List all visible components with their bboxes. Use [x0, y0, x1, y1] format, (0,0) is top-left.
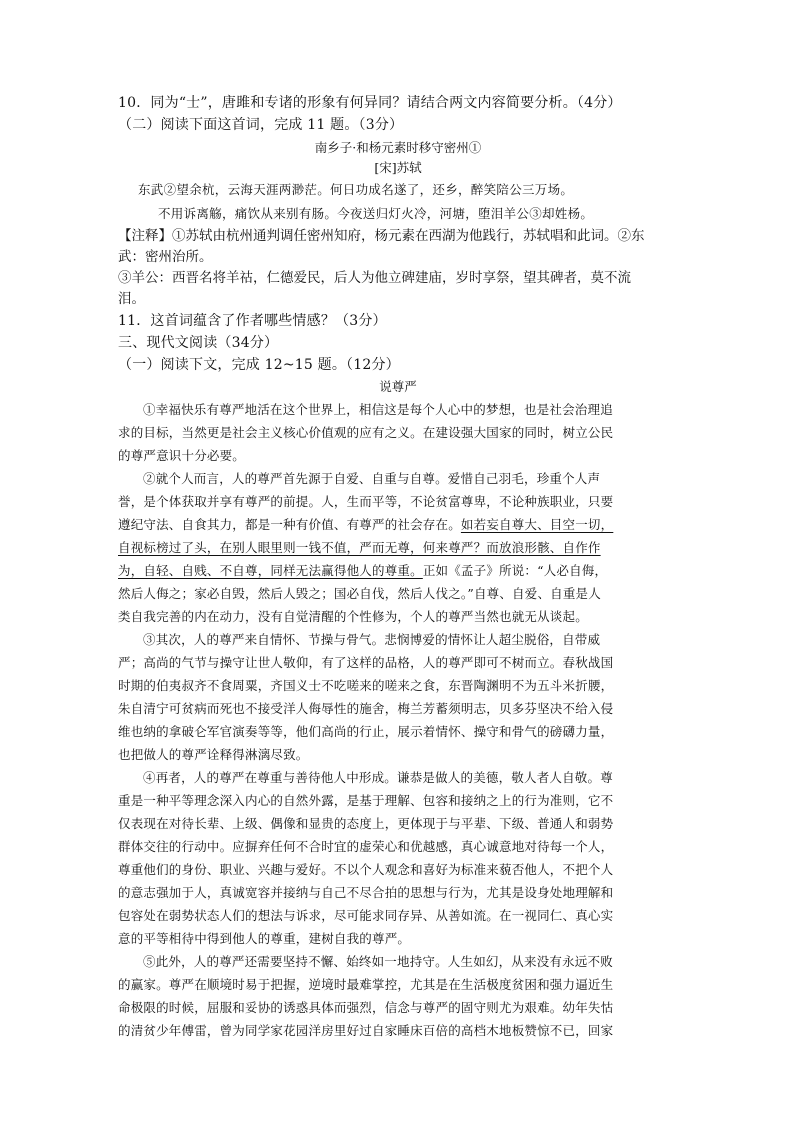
essay-line — [118, 559, 678, 582]
question-10: 10．同为“士”，唐雎和专诸的形象有何异同？请结合两文内容简要分析。（4分） — [118, 95, 622, 111]
essay-paragraph-1 — [118, 398, 678, 467]
essay-line: 尊重他们的身份、职业、兴趣与爱好。不以个人观念和喜好为标准来藐否他人，不把个人 — [118, 862, 614, 877]
underlined-line: 自视标榜过了头，在别人眼里则一钱不值，严而无尊，何来尊严？而放浪形骸、自作作 — [118, 540, 601, 555]
essay-line: 的清贫少年傅雷，曾为同学家花园洋房里好过自家睡床百倍的高档木地板赞惊不已，回家 — [118, 1023, 614, 1038]
note-1a: 【注释】①苏轼由杭州通判调任密州知府，杨元素在西湖为他践行，苏轼唱和此词。②东 — [118, 228, 645, 244]
essay-text: 正如《孟子》所说：“人必自侮， — [422, 563, 608, 578]
essay-line: 包容处在弱势状态人们的想法与诉求，尽可能求同存异、从善如流。在一视同仁、真心实 — [118, 908, 614, 923]
essay-line: ④再者，人的尊严在尊重与善待他人中形成。谦恭是做人的美德，敬人者人自敬。尊 — [143, 770, 613, 785]
essay-line: 求的目标，当然更是社会主义核心价值观的应有之义。在建设强大国家的同时，树立公民 — [118, 425, 614, 440]
essay-line: 命极限的时候，屈服和妥协的诱惑具体而强烈，信念与尊严的固守则尤为艰难。幼年失怙 — [118, 1000, 614, 1015]
essay-line: 仅表现在对待长辈、上级、偶像和显贵的态度上，更体现于与平辈、下级、普通人和弱势 — [118, 816, 614, 831]
underlined-text: 为，自轻、自贱、不自尊，同样无法赢得他人的尊重。 — [118, 563, 423, 578]
essay-line: 然后人侮之；家必自毁，然后人毁之；国必自伐，然后人伐之。”自尊、自爱、自重是人 — [118, 586, 601, 601]
poem-line-2: 不用诉离觞，痛饮从来别有肠。今夜送归灯火冷，河塘，堕泪羊公③却姓杨。 — [158, 206, 594, 221]
section-3-1-intro: （一）阅读下文，完成 12~15 题。（12分） — [118, 357, 400, 373]
poem-title: 南乡子·和杨元素时移守密州① — [314, 140, 482, 155]
exam-page — [118, 92, 678, 1042]
essay-line — [118, 513, 678, 536]
note-1b: 武：密州治所。 — [118, 249, 213, 265]
question-11: 11．这首词蕴含了作者哪些情感？（3分） — [118, 313, 387, 329]
essay-paragraph-5 — [118, 950, 678, 1042]
section-2-intro: （二）阅读下面这首词，完成 11 题。（3分） — [118, 117, 404, 133]
underlined-text: 如若妄自尊大、目空一切， — [460, 517, 614, 532]
essay-line: ②就个人而言，人的尊严首先源于自爱、自重与自尊。爱惜自己羽毛，珍重个人声 — [143, 471, 601, 486]
essay-line: 严；高尚的气节与操守让世人敬仰，有了这样的品格，人的尊严即可不树而立。春秋战国 — [118, 655, 614, 670]
essay-line: 重是一种平等理念深入内心的自然外露，是基于理解、包容和接纳之上的行为准则，它不 — [118, 793, 614, 808]
essay-line: 类自我完善的内在动力，没有自觉清醒的个性修为，个人的尊严当然也就无从谈起。 — [118, 609, 588, 624]
note-3a: ③羊公：西晋名将羊祜，仁德爱民，后人为他立碑建庙，岁时享祭，望其碑者，莫不流 — [118, 270, 631, 286]
essay-paragraph-2 — [118, 467, 678, 628]
essay-line: 朱自清宁可贫病而死也不接受洋人侮辱性的施舍，梅兰芳蓄须明志，贝多芬坚决不给入侵 — [118, 701, 614, 716]
poem-line-1: 东武②望余杭，云海天涯两渺茫。何日功成名遂了，还乡，醉笑陪公三万场。 — [138, 182, 574, 197]
essay-line: 的意志强加于人，真诚宽容并接纳与自己不尽合拍的思想与行为，尤其是设身处地理解和 — [118, 885, 614, 900]
essay-paragraph-3 — [118, 628, 678, 766]
essay-line: 群体交往的行动中。应摒弃任何不合时宜的虚荣心和优越感，真心诚意地对待每一个人， — [118, 839, 614, 854]
poem-author: [宋]苏轼 — [374, 160, 422, 175]
essay-text: 遵纪守法、自食其力，都是一种有价值、有尊严的社会存在。 — [118, 517, 461, 532]
essay-title: 说尊严 — [379, 379, 417, 394]
essay-line: ①幸福快乐有尊严地活在这个世界上，相信这是每个人心中的梦想，也是社会治理追 — [143, 402, 613, 417]
section-3-heading: 三、现代文阅读（34分） — [118, 335, 279, 351]
essay-line: 的赢家。尊严在顺境时易于把握，逆境时最难掌控，尤其是在生活极度贫困和强力逼近生 — [118, 977, 614, 992]
essay-line: 也把做人的尊严诠释得淋漓尽致。 — [118, 747, 309, 762]
essay-line: 时期的伯夷叔齐不食周粟，齐国义士不吃嗟来的嗟来之食，东晋陶渊明不为五斗米折腰， — [118, 678, 614, 693]
essay-line: ⑤此外，人的尊严还需要坚持不懈、始终如一地持守。人生如幻，从来没有永远不败 — [143, 954, 613, 969]
essay-line: 意的平等相待中得到他人的尊重，建树自我的尊严。 — [118, 931, 411, 946]
essay-line: 维也纳的拿破仑军官演奏等等，他们高尚的行止，展示着情怀、操守和骨气的磅礴力量， — [118, 724, 614, 739]
essay-line: ③其次，人的尊严来自情怀、节操与骨气。悲悯博爱的情怀让人超尘脱俗，自带威 — [143, 632, 601, 647]
note-3b: 泪。 — [118, 291, 145, 307]
essay-line: 誉，是个体获取并享有尊严的前提。人，生而平等，不论贫富尊卑，不论种族职业，只要 — [118, 494, 614, 509]
essay-paragraph-4 — [118, 766, 678, 950]
essay-line: 的尊严意识十分必要。 — [118, 448, 246, 463]
